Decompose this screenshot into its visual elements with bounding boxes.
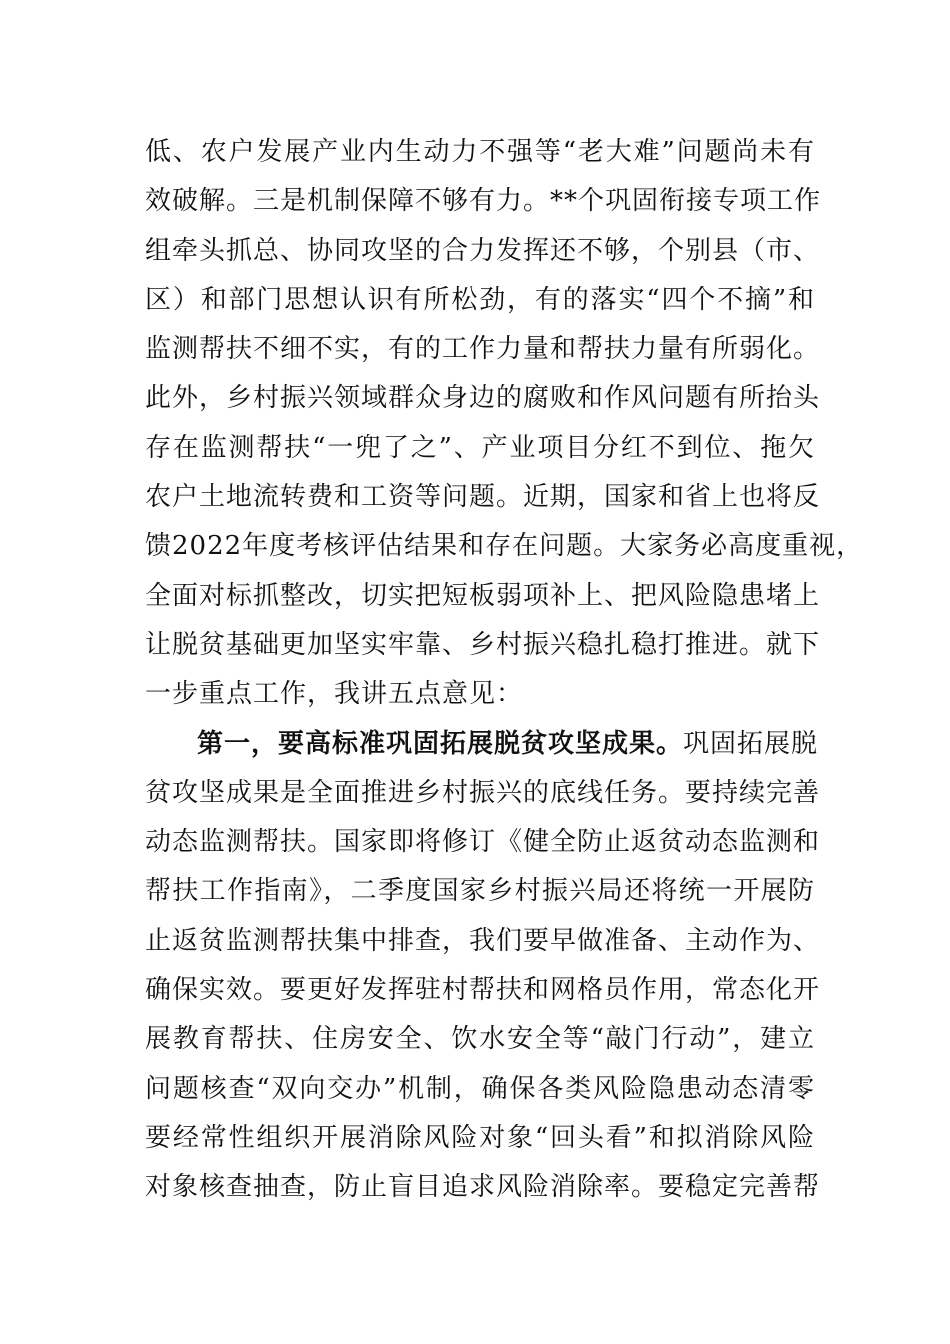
paragraph-line: 要经常性组织开展消除风险对象“回头看”和拟消除风险 xyxy=(145,1122,815,1153)
paragraph-line: 低、农户发展产业内生动力不强等“老大难”问题尚未有 xyxy=(145,137,815,167)
paragraph-line: 展教育帮扶、住房安全、饮水安全等“敲门行动”，建立 xyxy=(145,1024,815,1055)
paragraph-line: 组牵头抓总、协同攻坚的合力发挥还不够，个别县（市、 xyxy=(145,235,821,266)
paragraph-line: 存在监测帮扶“一兜了之”、产业项目分红不到位、拖欠 xyxy=(145,432,815,463)
paragraph-line: 效破解。三是机制保障不够有力。**个巩固衔接专项工作 xyxy=(145,186,822,217)
section-heading-rest: 巩固拓展脱 xyxy=(683,728,819,759)
paragraph-line: 贫攻坚成果是全面推进乡村振兴的底线任务。要持续完善 xyxy=(145,777,821,808)
section-first-line xyxy=(145,720,819,769)
paragraph-line: 馈2022年度考核评估结果和存在问题。大家务必高度重视， xyxy=(145,531,864,562)
paragraph-line: 让脱贫基础更加坚实牢靠、乡村振兴稳扎稳打推进。就下 xyxy=(145,629,821,660)
paragraph-line: 对象核查抽查，防止盲目追求风险消除率。要稳定完善帮 xyxy=(145,1172,821,1203)
paragraph-line: 农户土地流转费和工资等问题。近期，国家和省上也将反 xyxy=(145,482,821,513)
paragraph-line: 一步重点工作，我讲五点意见： xyxy=(145,679,524,710)
paragraph-line: 区）和部门思想认识有所松劲，有的落实“四个不摘”和 xyxy=(145,284,815,315)
paragraph-line: 全面对标抓整改，切实把短板弱项补上、把风险隐患堵上 xyxy=(145,580,821,611)
paragraph-line: 帮扶工作指南》，二季度国家乡村振兴局还将统一开展防 xyxy=(145,876,815,907)
paragraph-line: 止返贫监测帮扶集中排查，我们要早做准备、主动作为、 xyxy=(145,925,821,956)
body-text xyxy=(145,128,864,1213)
section-heading: 第一，要高标准巩固拓展脱贫攻坚成果。 xyxy=(197,728,684,759)
paragraph-line: 此外，乡村振兴领域群众身边的腐败和作风问题有所抬头 xyxy=(145,383,821,414)
paragraph-line: 确保实效。要更好发挥驻村帮扶和网格员作用，常态化开 xyxy=(145,975,821,1006)
paragraph-line: 动态监测帮扶。国家即将修订《健全防止返贫动态监测和 xyxy=(145,827,821,858)
paragraph-line: 监测帮扶不细不实，有的工作力量和帮扶力量有所弱化。 xyxy=(145,334,821,365)
paragraph-line: 问题核查“双向交办”机制，确保各类风险隐患动态清零 xyxy=(145,1073,815,1104)
